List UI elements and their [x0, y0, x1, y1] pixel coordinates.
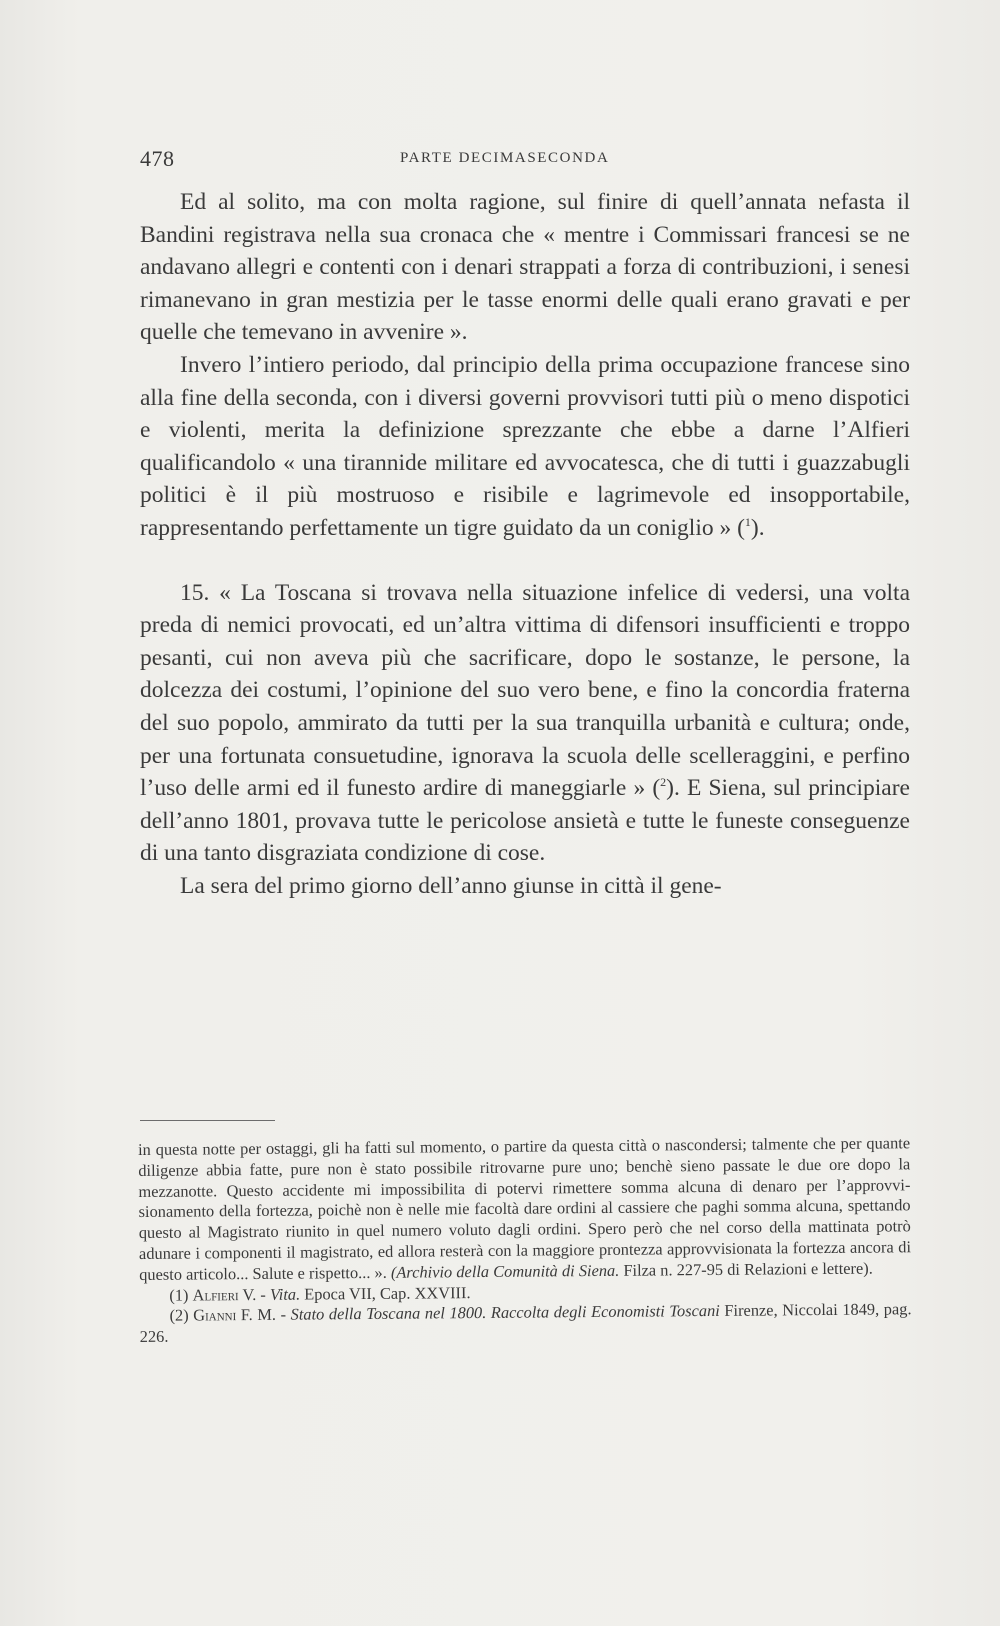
- footnote-continuation-source: (Archivio della Comunità di Siena.: [390, 1260, 620, 1282]
- page-number: 478: [140, 146, 175, 171]
- footnote-2-title: Stato della Toscana nel 1800. Raccolta degli Economisti Toscani: [290, 1301, 720, 1325]
- paragraph-3-text: 15. « La Toscana si trovava nella situazione infelice di vedersi, una volta preda di nemici provocati, ed un’altra vittima di difensori insufficienti e troppo pesanti, cui non aveva più che sacrificare, dopo le sostanze, le persone, la dolcezza dei costumi, l’opinione del suo vero bene, e fino la concordia fraterna del suo popolo, ammirato da tutti per la sua tranquilla urbanità e cultura; onde, per una fortunata consuetudine, ignorava la scuola delle scelleraggini, e perfino l’uso delle armi ed il funesto ardire di maneggiarle » (: [140, 579, 910, 802]
- footnote-2-separator: -: [275, 1305, 291, 1325]
- footnote-2-mark: (2): [169, 1305, 189, 1326]
- footnote-2: [139, 1300, 911, 1348]
- paragraph-3: [140, 577, 910, 870]
- footnote-1-rest: Epoca VII, Cap. XXVIII.: [300, 1282, 471, 1304]
- page-header: [140, 146, 910, 172]
- paragraph-2-text: Invero l’intiero periodo, dal principio della prima occupazione francese sino alla fine della seconda, con i diversi governi provvisori tutti più o meno dispotici e violenti, merita la definizione sprezzante che ebbe a darne l’Alfieri qualificandolo « una tirannide militare ed avvocatesca, che di tutti i guazzabugli politici è il più mostruoso e risibile e lagrimevole ed insopportabile, rappresentando perfettamente un tigre guidato da un coniglio » (: [140, 351, 910, 541]
- footnote-continuation-tail: Filza n. 227-95 di Relazioni e lettere).: [623, 1258, 873, 1280]
- paragraph-1: Ed al solito, ma con molta ragione, sul finire di quell’annata nefasta il Bandini registrava nella sua cronaca che « mentre i Commissari francesi se ne andavano allegri e contenti con i denari strappati a forza di contribuzioni, i senesi rimanevano in gran mestizia per le tasse enormi delle quali erano gravati e per quelle che temevano in avvenire ».: [140, 189, 910, 346]
- footnote-1-mark: (1): [169, 1285, 189, 1305]
- footnote-continuation-text: in questa notte per ostaggi, gli ha fatti sul momento, o partire da questa città o nascondersi; talmente che per quante diligenze abbia fatte, pure non è stato possibile ritrovarne pure uno; benchè sieno passate le due ore dopo la mezzanotte. Questo accidente mi impossibilita di potervi rimettere somma alcuna di denaro per l’approvvisionamento della fortezza, poichè non è nelle mie facoltà dare ordini al cassiere che paghi somma alcuna, spettando questo al Magistrato riunito in quel numero voluto dagli ordini. Spero però che nel corso della mattinata potrò adunare i componenti il magistrato, ed allora resterà con la maggiore prontezza approvvisionata la fortezza ancora di questo articolo... Salute e rispetto... ».: [138, 1133, 912, 1284]
- body-text: [140, 186, 910, 902]
- footnote-1-title: Vita.: [269, 1284, 301, 1304]
- footnotes: [138, 1133, 912, 1348]
- footnote-divider: [140, 1120, 275, 1121]
- footnote-1-author: Alfieri V.: [192, 1284, 257, 1305]
- footnote-ref-1: 1: [744, 514, 751, 529]
- footnote-1-separator: -: [256, 1284, 271, 1304]
- footnote-ref-2: 2: [660, 775, 667, 790]
- footnote-2-rest: Firenze, Niccolai 1849, pag. 226.: [139, 1299, 912, 1347]
- paragraph-3-end: ). E Siena, sul principiare dell’anno 1801, provava tutte le pericolose ansietà e tutte le funeste conseguenze di una tanto disgraziata condizione di cose.: [140, 775, 910, 867]
- paragraph-2: [140, 349, 910, 545]
- footnote-continuation: [138, 1133, 911, 1285]
- footnote-2-author: Gianni F. M.: [193, 1305, 277, 1325]
- running-title: PARTE DECIMASECONDA: [400, 150, 610, 166]
- paragraph-4: La sera del primo giorno dell’anno giunse in città il gene-: [180, 872, 722, 899]
- paragraph-2-end: ).: [750, 514, 765, 541]
